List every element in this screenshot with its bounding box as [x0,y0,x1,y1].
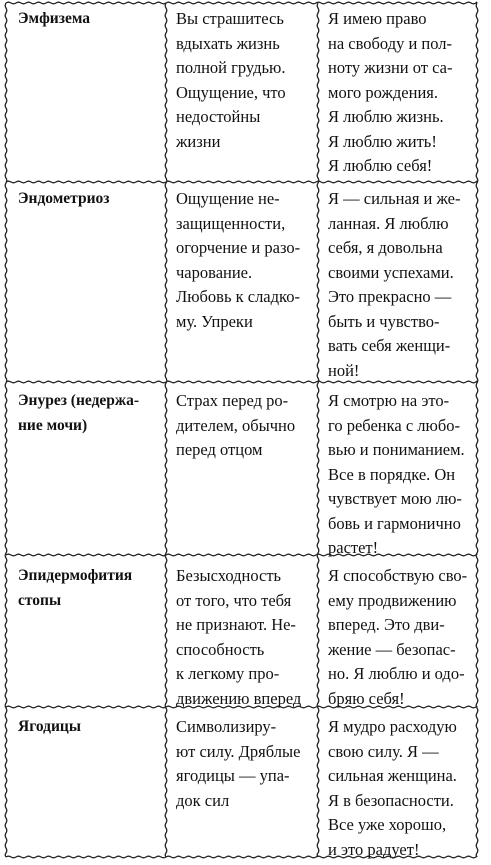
row-1-cause: Вы страшитесь вдыхать жизнь полной грудью. Ощущение, что недостойны жизни [176,9,286,151]
row-divider [6,2,477,4]
row-5-affirmation: Я мудро расходую свою силу. Я — сильная женщина. Я в безопасности. Все уже хорошо, и это радует! [328,717,457,859]
row-1-name: Эмфизема [18,10,91,27]
column-divider [5,3,7,857]
row-4-cause: Безысходность от того, что тебя не признают. Не- способность к легкому про- движению вперед [176,566,302,708]
row-2-affirmation: Я — сильная и же- ланная. Я люблю себя, я довольна своими успехами. Это прекрасно — быть и чувство- вать себя женщи- ной! [328,189,461,380]
column-divider [165,3,167,857]
row-5-cause: Символизиру- ют силу. Дряблые ягодицы — упа- док сил [176,717,301,810]
row-3-affirmation: Я смотрю на это- го ребенка с любо- вью и пониманием. Все в порядке. Он чувствует мою лю- бовь и гармонично растет! [328,391,465,557]
row-3-name: Энурез (недержа- ние мочи) [18,392,140,434]
column-divider [317,3,319,857]
row-4-name: Эпидермофития стопы [18,567,133,609]
row-divider [6,181,477,183]
column-divider [476,3,478,857]
row-1-affirmation: Я имею право на свободу и пол- ноту жизни от са- мого рождения. Я люблю жизнь. Я люблю жить! Я люблю себя! [328,9,453,175]
row-5-name: Ягодицы [18,718,81,735]
row-2-cause: Ощущение не- защищенности, огорчение и разо- чарование. Любовь к сладко- му. Упреки [176,189,301,331]
row-2-name: Эндометриоз [18,190,110,207]
row-3-cause: Страх перед ро- дителем, обычно перед отцом [176,391,296,459]
row-4-affirmation: Я способствую сво- ему продвижению вперед. Это дви- жение — безопас- но. Я люблю и одо- бряю себя! [328,566,468,708]
